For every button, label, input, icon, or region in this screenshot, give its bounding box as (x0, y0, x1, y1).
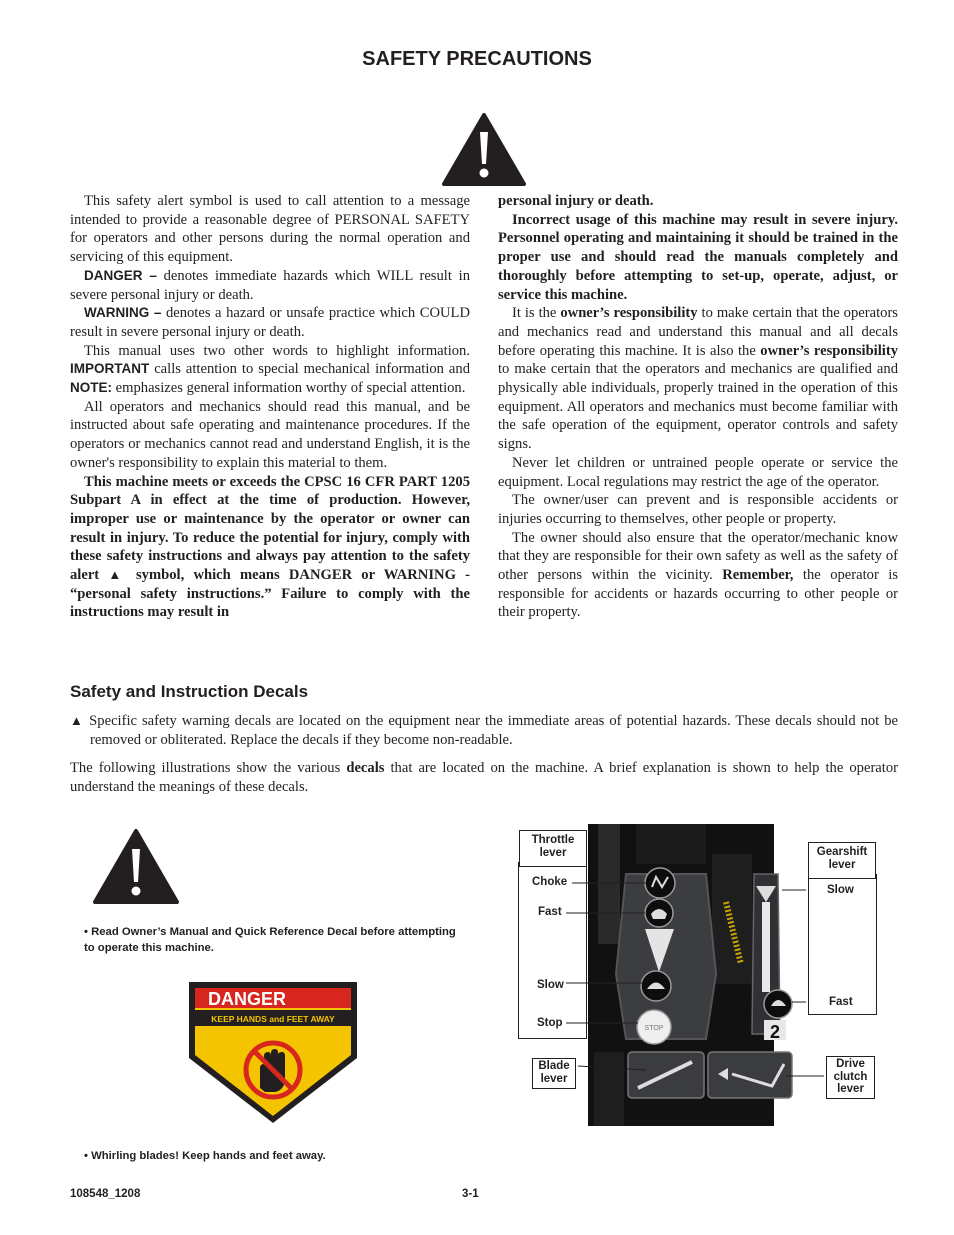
important-keyword: IMPORTANT (70, 361, 150, 377)
stop-label: Stop (537, 1017, 563, 1029)
note-keyword: NOTE: (70, 380, 112, 396)
footer-page-number: 3-1 (462, 1188, 479, 1200)
decals-explanation: The following illustrations show the various decals that are located on the machine. A brief explanation is shown to help the operator understand the meanings of these decals. (70, 760, 898, 795)
fast-right-label: Fast (829, 996, 853, 1008)
intro-paragraph: This safety alert symbol is used to call attention to a message intended to provide a reasonable degree of PERSONAL SAFETY for operators and other persons during the normal operation and servicing of this equipment. (70, 193, 470, 266)
blade-lever-label: Blade lever (532, 1058, 576, 1089)
bullet-alert-icon: ▲ (70, 713, 85, 728)
intro-left-column (70, 192, 470, 622)
throttle-lever-bracket (518, 862, 587, 1039)
intro-right-column (498, 192, 898, 622)
warning-keyword: WARNING – (84, 305, 162, 321)
page-title: SAFETY PRECAUTIONS (362, 48, 592, 70)
fast-left-label: Fast (538, 906, 562, 918)
slow-left-label: Slow (537, 979, 564, 991)
gear-number: 2 (769, 1022, 781, 1042)
danger-word: DANGER (207, 989, 287, 1009)
danger-keyword: DANGER – (84, 267, 157, 283)
alert-triangle-icon (441, 112, 527, 188)
gearshift-lever-label: Gearshift lever (808, 842, 876, 879)
stop-glyph: STOP (644, 1025, 664, 1032)
highlight-words-paragraph: This manual uses two other words to highlight information. IMPORTANT calls attention to special mechanical information and NOTE: emphasizes general information worthy of special attention. (70, 342, 470, 397)
alert-triangle-icon (92, 828, 180, 906)
children-paragraph: Never let children or untrained people operate or service the equipment. Local regulations may restrict the age of the operator. (498, 454, 898, 490)
drive-clutch-lever-label: Drive clutch lever (826, 1056, 875, 1099)
decals-intro: ▲ Specific safety warning decals are located on the equipment near the immediate areas of potential hazards. These decals should not be removed or obliterated. Replace the decals if they become non-readable. (70, 713, 898, 748)
slow-right-label: Slow (827, 884, 854, 896)
danger-subtitle: KEEP HANDS and FEET AWAY (211, 1014, 335, 1024)
read-manual-paragraph: All operators and mechanics should read this manual, and be instructed about safe operating and maintenance procedures. If the operators or mechanics cannot read and understand English, it is the owner's responsibility to explain this material to them. (70, 398, 470, 471)
remember-paragraph: The owner should also ensure that the operator/mechanic know that they are responsible for their own safety as well as the safety of other persons within the vicinity. Remember, the operator is responsible for accidents or hazards occurring to other people or their property. (498, 529, 898, 621)
footer-doc-number: 108548_1208 (70, 1188, 141, 1200)
cpsc-paragraph: This machine meets or exceeds the CPSC 16 CFR PART 1205 Subpart A in effect at the time of production. However, improper use or maintenance by the operator or owner can result in injury. To reduce the potential for injury, comply with these safety instructions and always pay attention to the safety alert ▲ symbol, which means DANGER or WARNING - “personal safety instructions.” Failure to comply with the instructions may result in (70, 473, 470, 621)
danger-decal (185, 978, 361, 1126)
danger-decal-caption: • Whirling blades! Keep hands and feet away. (84, 1150, 326, 1162)
controls-figure (516, 824, 878, 1126)
cpsc-paragraph-continued: personal injury or death. (498, 193, 654, 209)
manual-decal-caption: • Read Owner’s Manual and Quick Reference Decal before attempting to operate this machine. (84, 926, 456, 954)
choke-label: Choke (532, 876, 568, 888)
danger-definition: DANGER – denotes immediate hazards which WILL result in severe personal injury or death. (70, 267, 470, 303)
inline-alert-icon: ▲ (108, 567, 127, 583)
owner-user-paragraph: The owner/user can prevent and is responsible accidents or injuries occurring to themselves, other people or property. (498, 492, 898, 527)
incorrect-usage-paragraph: Incorrect usage of this machine may result in severe injury. Personnel operating and maintaining it should be trained in the proper use and should read the manuals completely and thoroughly before attempting to set-up, operate, adjust, or service this machine. (498, 211, 898, 303)
warning-definition: WARNING – denotes a hazard or unsafe practice which COULD result in severe personal injury or death. (70, 305, 470, 340)
throttle-lever-label: Throttle lever (519, 830, 587, 867)
owner-responsibility-paragraph: It is the owner’s responsibility to make certain that the operators and mechanics read and understand this manual and all decals before operating this machine. It is also the owner’s responsibility to make certain that the operators and mechanics are qualified and physically able individuals, properly trained in the operation of this equipment. All operators and mechanics must become familiar with the safe operation of the equipment, operator controls and safety signs. (498, 305, 899, 453)
decals-heading: Safety and Instruction Decals (70, 682, 309, 701)
